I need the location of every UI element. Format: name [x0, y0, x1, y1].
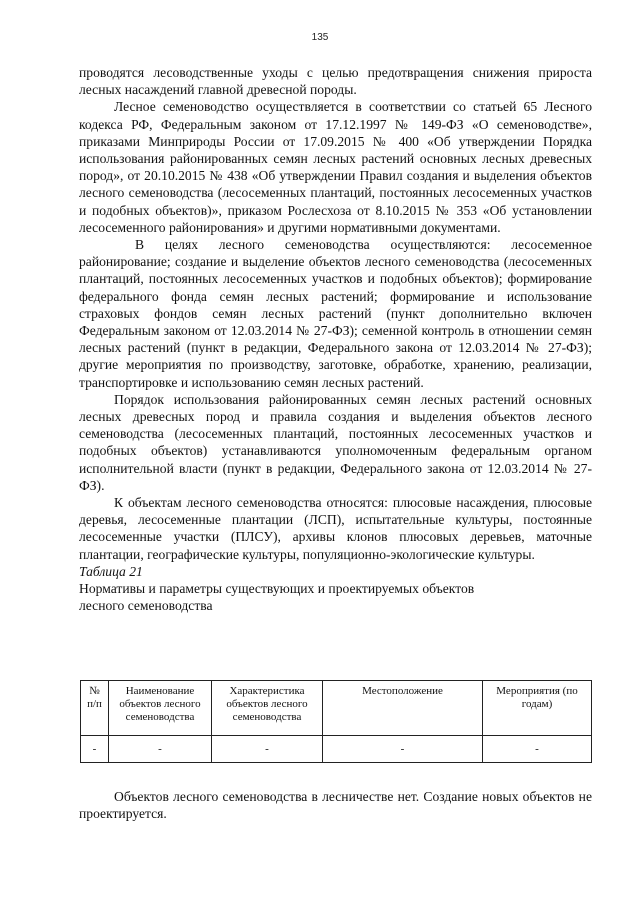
- paragraph-objects: К объектам лесного семеноводства относятся: плюсовые насаждения, плюсовые деревья, лесосеменные плантации (ЛСП), испытательные культуры, постоянные лесосеменные участки (ПЛСУ), архивы клонов плюсовых деревьев, маточные плантации, географические культуры, популяционно-экологические культуры.: [79, 495, 592, 562]
- table-cell: -: [109, 736, 212, 763]
- table-label: Таблица 21: [79, 563, 143, 579]
- header-measures: Мероприятия (по годам): [483, 681, 592, 736]
- table-title-line-1: Нормативы и параметры существующих и проектируемых объектов: [79, 581, 475, 597]
- table-cell: -: [81, 736, 109, 763]
- closing-section: [79, 788, 592, 822]
- paragraph-legal-basis: Лесное семеноводство осуществляется в соответствии со статьей 65 Лесного кодекса РФ, Федеральным законом от 17.12.1997 № 149-ФЗ «О семеноводстве», приказами Минприроды России от 17.09.2015 № 400 «Об утверждении Порядка использования районированных семян лесных растений основных лесных древесных пород», от 20.10.2015 № 438 «Об утверждении Правил создания и выделения объектов лесного семеноводства (лесосеменных плантаций, постоянных лесосеменных участков и подобных объектов)», приказом Рослесхоза от 8.10.2015 № 353 «Об установлении лесосеменного районирования» и другими нормативными документами.: [79, 99, 592, 235]
- table-cell: -: [323, 736, 483, 763]
- document-body: [79, 64, 592, 615]
- page-number: 135: [311, 32, 329, 43]
- table-cell: -: [483, 736, 592, 763]
- seed-objects-table: [80, 680, 592, 763]
- table-header-row: [81, 681, 592, 736]
- paragraph-activities: В целях лесного семеноводства осуществляются: лесосеменное районирование; создание и выделение объектов лесного семеноводства (лесосеменных плантаций, постоянных лесосеменных участков и подобных объектов); формирование федерального фонда семян лесных растений; формирование и использование страховых фондов семян лесных растений (пункт дополнительно включен Федеральным законом от 12.03.2014 № 27-ФЗ); семенной контроль в отношении семян лесных растений (пункт в редакции, Федерального закона от 12.03.2014 № 27-ФЗ); другие мероприятия по производству, заготовке, обработке, хранению, реализации, транспортировке и использованию семян лесных растений.: [79, 237, 592, 390]
- table-row: [81, 736, 592, 763]
- table-cell: -: [212, 736, 323, 763]
- paragraph-closing: Объектов лесного семеноводства в лесничестве нет. Создание новых объектов не проектируется.: [79, 789, 592, 822]
- paragraph-procedure: Порядок использования районированных семян лесных растений основных лесных древесных пород и правила создания и выделения объектов лесного семеноводства (лесосеменных плантаций, постоянных лесосеменных участков и подобных объектов) устанавливаются уполномоченным федеральным органом исполнительной власти (пункт в редакции, Федерального закона от 12.03.2014 № 27-ФЗ).: [79, 391, 592, 493]
- header-characteristics: Характеристика объектов лесного семеноводства: [212, 681, 323, 736]
- table-title-line-2: лесного семеноводства: [79, 598, 213, 614]
- header-number: № п/п: [81, 681, 109, 736]
- paragraph-continuation: проводятся лесоводственные уходы с целью предотвращения снижения прироста лесных насаждений главной древесной породы.: [79, 65, 592, 98]
- header-location: Местоположение: [323, 681, 483, 736]
- header-name: Наименование объектов лесного семеноводства: [109, 681, 212, 736]
